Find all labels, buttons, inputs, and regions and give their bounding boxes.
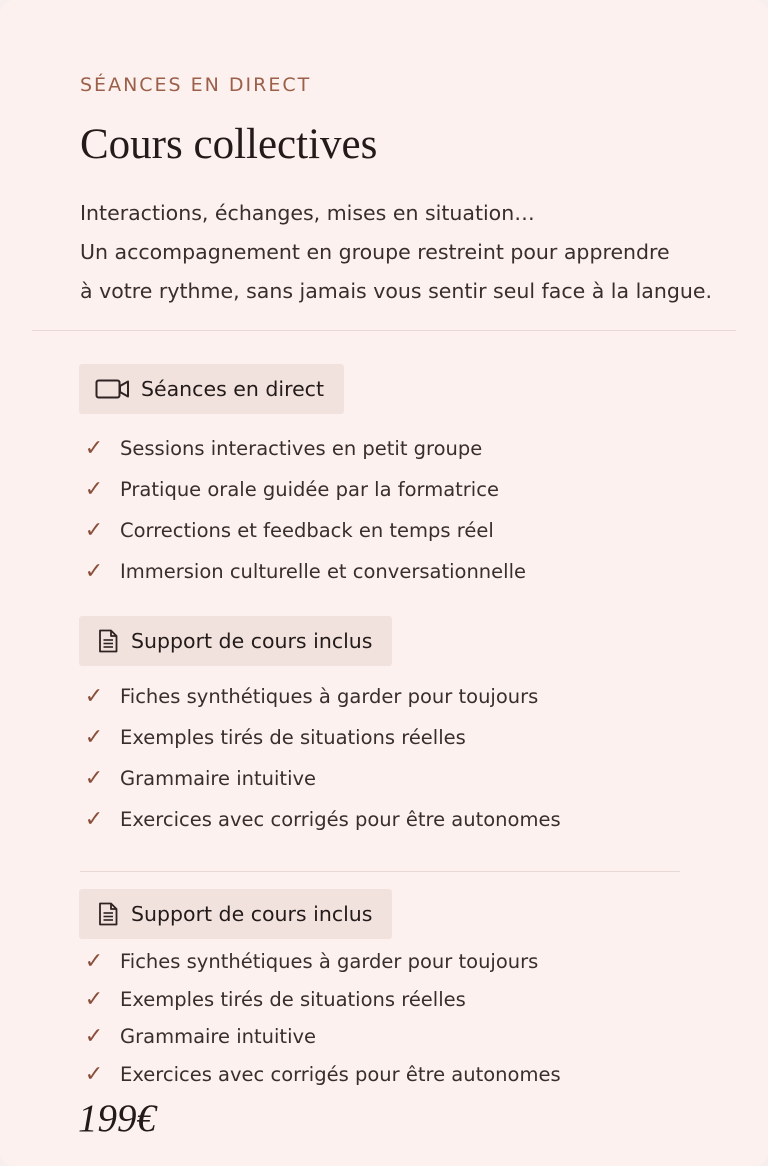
check-icon: ✓ [84, 1024, 104, 1050]
list-item [82, 943, 561, 981]
list-item [82, 551, 526, 592]
section-title: Support de cours inclus [131, 902, 373, 926]
list-item-label: Fiches synthétiques à garder pour toujours [120, 685, 539, 708]
check-icon: ✓ [84, 518, 104, 543]
list-item [82, 758, 561, 799]
list-item [82, 799, 561, 840]
document-icon [95, 628, 121, 654]
intro-line: Un accompagnement en groupe restreint pour apprendre [80, 240, 670, 264]
check-icon: ✓ [84, 436, 104, 461]
section-divider [32, 330, 736, 331]
price-label: 199€ [78, 1097, 156, 1140]
check-icon: ✓ [84, 684, 104, 709]
section-title: Support de cours inclus [131, 629, 373, 653]
section-divider [80, 871, 680, 872]
list-item [82, 469, 526, 510]
list-item [82, 981, 561, 1019]
video-camera-icon [95, 378, 131, 400]
intro-text [80, 194, 740, 311]
check-icon: ✓ [84, 477, 104, 502]
list-item [82, 1018, 561, 1056]
list-item-label: Fiches synthétiques à garder pour toujours [120, 950, 539, 974]
section-title: Séances en direct [141, 377, 324, 401]
feature-list-live [82, 428, 526, 592]
list-item-label: Exemples tirés de situations réelles [120, 987, 466, 1011]
list-item-label: Pratique orale guidée par la formatrice [120, 478, 499, 501]
feature-list-materials [82, 676, 561, 840]
list-item [82, 717, 561, 758]
list-item [82, 1056, 561, 1094]
check-icon: ✓ [84, 559, 104, 584]
check-icon: ✓ [84, 949, 104, 975]
feature-list-materials-2 [82, 943, 561, 1093]
list-item-label: Grammaire intuitive [120, 1025, 317, 1049]
check-icon: ✓ [84, 986, 104, 1012]
section-badge-live [79, 364, 344, 414]
intro-line: à votre rythme, sans jamais vous sentir seul face à la langue. [80, 279, 712, 303]
list-item-label: Grammaire intuitive [120, 767, 317, 790]
check-icon: ✓ [84, 1061, 104, 1087]
list-item-label: Sessions interactives en petit groupe [120, 437, 483, 460]
page-title: Cours collectives [80, 121, 378, 168]
check-icon: ✓ [84, 725, 104, 750]
document-icon [95, 901, 121, 927]
list-item-label: Exercices avec corrigés pour être autonomes [120, 1062, 561, 1086]
section-badge-materials-2 [79, 889, 392, 939]
list-item-label: Exemples tirés de situations réelles [120, 726, 466, 749]
list-item [82, 510, 526, 551]
list-item-label: Corrections et feedback en temps réel [120, 519, 494, 542]
list-item-label: Immersion culturelle et conversationnelle [120, 560, 526, 583]
section-badge-materials [79, 616, 392, 666]
list-item [82, 676, 561, 717]
eyebrow-label: SÉANCES EN DIRECT [80, 74, 312, 96]
check-icon: ✓ [84, 807, 104, 832]
check-icon: ✓ [84, 766, 104, 791]
intro-line: Interactions, échanges, mises en situation… [80, 201, 535, 225]
list-item-label: Exercices avec corrigés pour être autonomes [120, 808, 561, 831]
list-item [82, 428, 526, 469]
